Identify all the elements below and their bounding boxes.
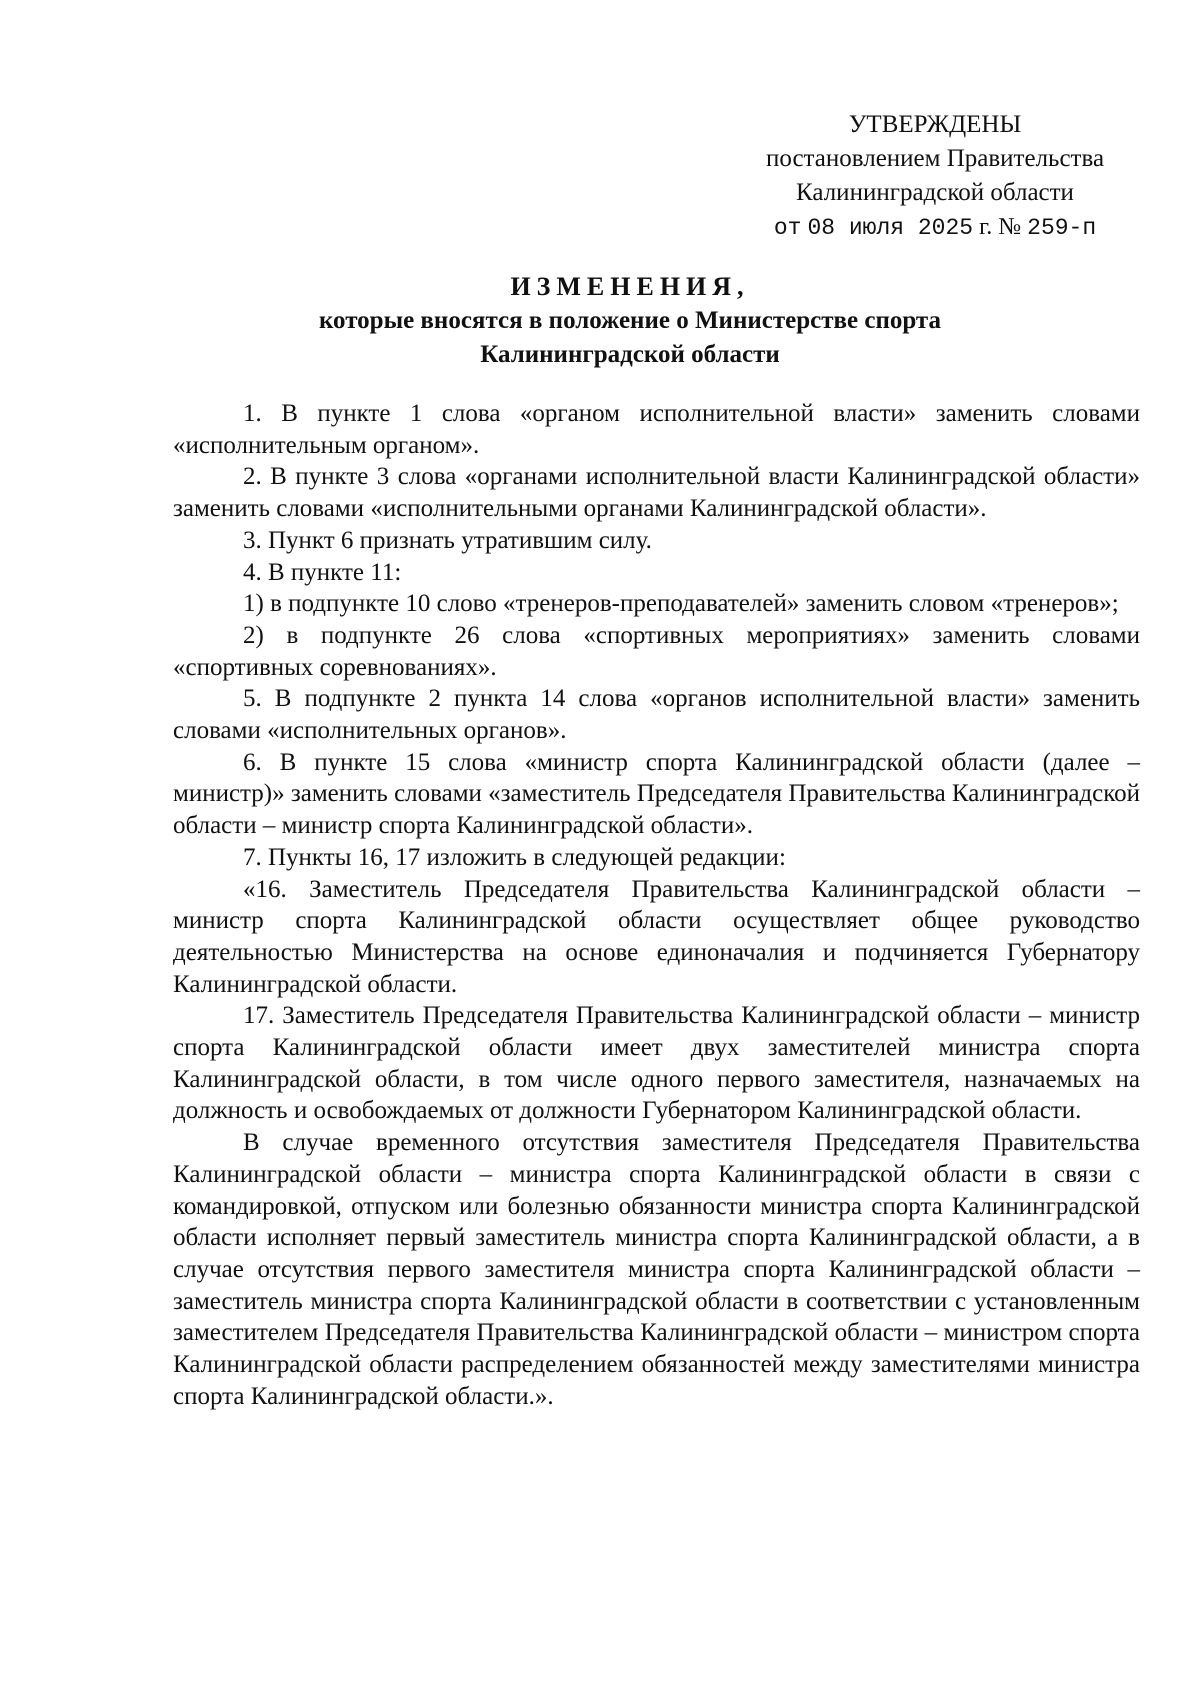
document-body: [173, 398, 1140, 1413]
paragraph: 2) в подпункте 26 слова «спортивных мероприятиях» заменить словами «спортивных соревнованиях».: [173, 621, 1140, 681]
date-suffix: г. №: [979, 214, 1022, 240]
document-heading: [0, 270, 1200, 372]
document-subtitle-line1: которые вносятся в положение о Министерстве спорта: [318, 307, 942, 334]
paragraph: 6. В пункте 15 слова «министр спорта Калининградской области (далее – министр)» заменить словами «заместитель Председателя Правительства Калининградской области – министр спорта Калининградской области».: [173, 748, 1141, 840]
approval-by: постановлением Правительства: [765, 145, 1105, 172]
approval-region: Калининградской области: [796, 179, 1074, 206]
approval-date: 08 июля 2025: [807, 215, 974, 241]
paragraph: 1) в подпункте 10 слово «тренеров-преподавателей» заменить словом «тренеров»;: [243, 590, 1119, 618]
paragraph: «16. Заместитель Председателя Правительства Калининградской области – министр спорта Калининградской области осуществляет общее руководство деятельностью Министерства на основе единоначалия и подчиняется Губернатору Калининградской области.: [173, 875, 1140, 998]
paragraph: В случае временного отсутствия заместителя Председателя Правительства Калининградской области – министра спорта Калининградской области в связи с командировкой, отпуском или болезнью обязанности министра спорта Калининградской области исполняет первый заместитель министра спорта Калининградской области, а в случае отсутствия первого заместителя министра спорта Калининградской области – заместитель министра спорта Калининградской области в соответствии с установленным заместителем Председателя Правительства Калининградской области – министром спорта Калининградской области распределением обязанностей между заместителями министра спорта Калининградской области.».: [173, 1129, 1140, 1410]
paragraph: 2. В пункте 3 слова «органами исполнительной власти Калининградской области» заменить словами «исполнительными органами Калининградской области».: [173, 463, 1140, 523]
paragraph: 1. В пункте 1 слова «органом исполнительной власти» заменить словами «исполнительным органом».: [173, 400, 1140, 459]
document-title: ИЗМЕНЕНИЯ,: [510, 272, 750, 301]
approval-date-line: [730, 210, 1140, 245]
approval-block: [730, 108, 1140, 245]
paragraph: 4. В пункте 11:: [243, 558, 402, 586]
paragraph: 17. Заместитель Председателя Правительства Калининградской области – министр спорта Калининградской области имеет двух заместителей министра спорта Калининградской области, в том числе одного первого заместителя, назначаемых на должность и освобождаемых от должности Губернатором Калининградской области.: [173, 1002, 1140, 1125]
paragraph: 5. В подпункте 2 пункта 14 слова «органов исполнительной власти» заменить словами «исполнительных органов».: [173, 685, 1140, 745]
approval-number: 259-п: [1027, 215, 1097, 241]
date-prefix: от: [773, 215, 802, 241]
document-subtitle-line2: Калининградской области: [480, 341, 780, 368]
paragraph: 3. Пункт 6 признать утратившим силу.: [243, 526, 652, 554]
paragraph: 7. Пункты 16, 17 изложить в следующей редакции:: [243, 843, 786, 871]
approval-title: УТВЕРЖДЕНЫ: [848, 111, 1022, 138]
